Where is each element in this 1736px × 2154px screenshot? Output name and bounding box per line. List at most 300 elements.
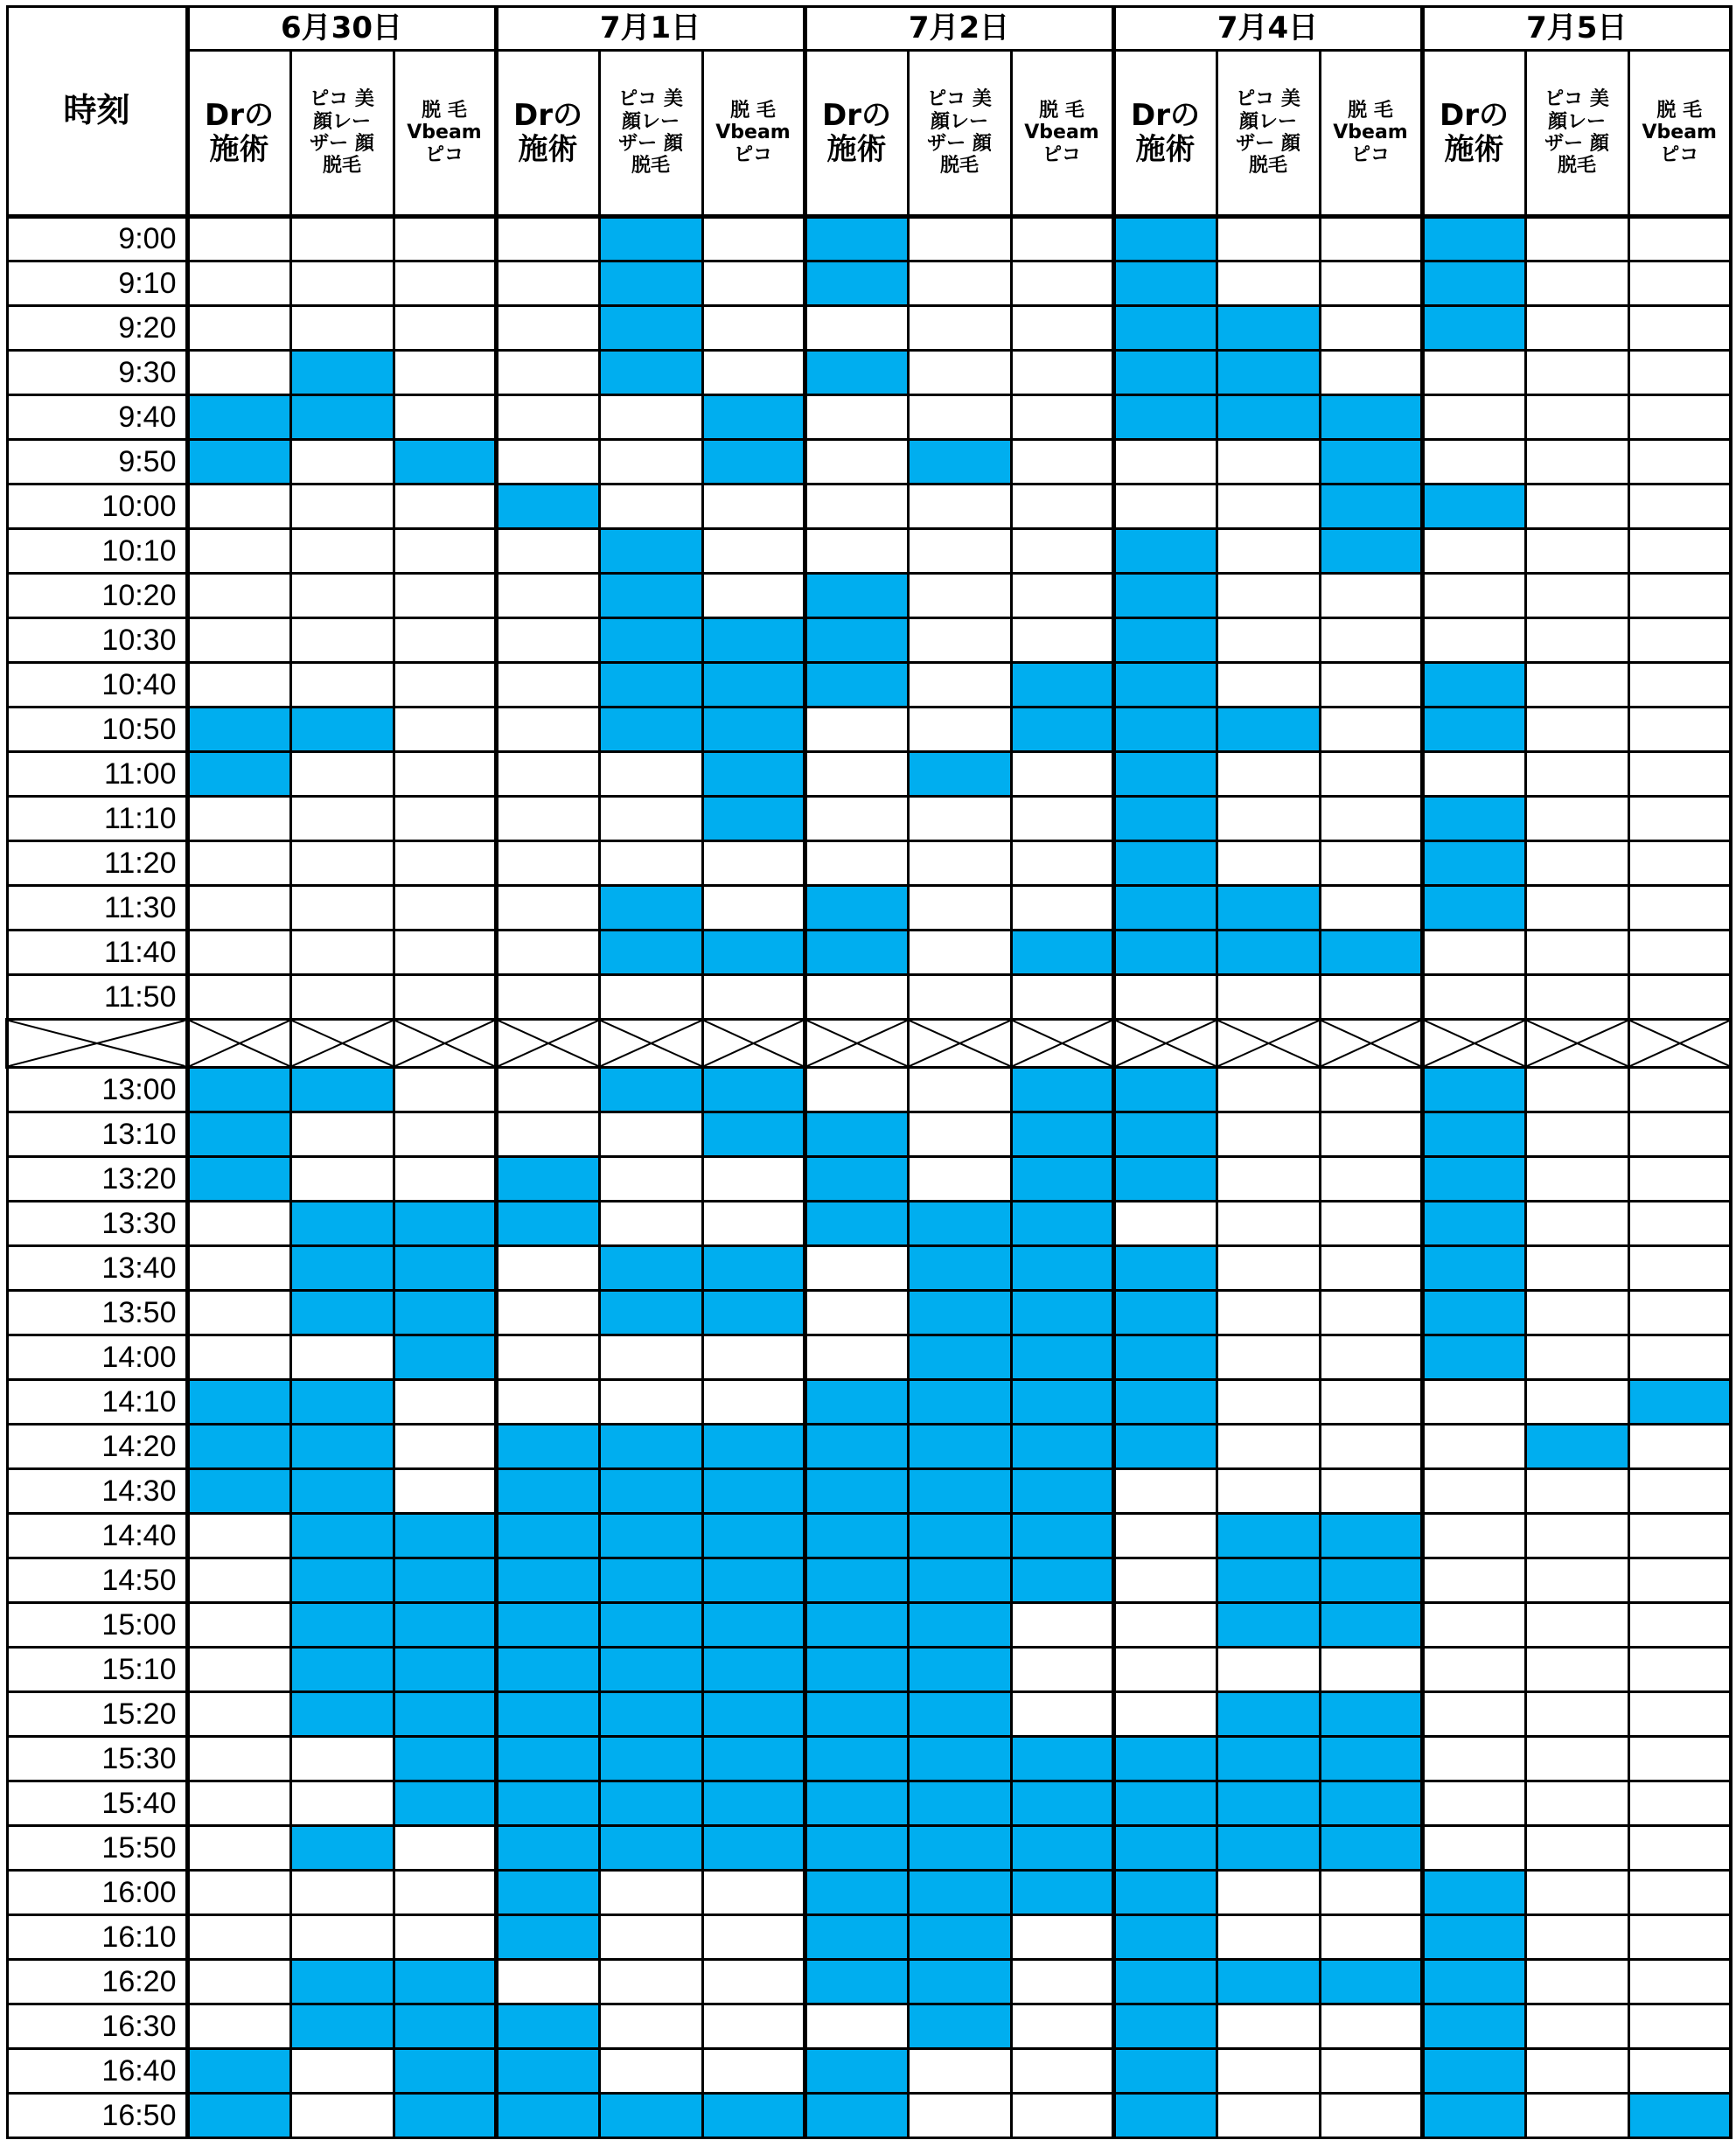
booked-slot[interactable] xyxy=(1217,1558,1320,1603)
booked-slot[interactable] xyxy=(1422,1246,1525,1291)
available-slot[interactable] xyxy=(187,841,290,886)
available-slot[interactable] xyxy=(702,1202,805,1246)
available-slot[interactable] xyxy=(702,2049,805,2094)
available-slot[interactable] xyxy=(1422,1648,1525,1692)
available-slot[interactable] xyxy=(1320,752,1422,797)
available-slot[interactable] xyxy=(1320,1648,1422,1692)
available-slot[interactable] xyxy=(394,797,496,841)
available-slot[interactable] xyxy=(394,217,496,261)
booked-slot[interactable] xyxy=(1011,1157,1113,1202)
available-slot[interactable] xyxy=(1011,574,1113,618)
booked-slot[interactable] xyxy=(702,1246,805,1291)
available-slot[interactable] xyxy=(496,752,599,797)
available-slot[interactable] xyxy=(187,1781,290,1826)
booked-slot[interactable] xyxy=(908,1737,1011,1781)
booked-slot[interactable] xyxy=(394,1737,496,1781)
booked-slot[interactable] xyxy=(599,217,702,261)
booked-slot[interactable] xyxy=(1113,1068,1217,1112)
booked-slot[interactable] xyxy=(805,2094,908,2138)
available-slot[interactable] xyxy=(1320,975,1422,1020)
booked-slot[interactable] xyxy=(1422,1112,1525,1157)
booked-slot[interactable] xyxy=(394,1692,496,1737)
booked-slot[interactable] xyxy=(290,1648,394,1692)
booked-slot[interactable] xyxy=(1422,261,1525,306)
booked-slot[interactable] xyxy=(290,1246,394,1291)
available-slot[interactable] xyxy=(496,1380,599,1425)
booked-slot[interactable] xyxy=(908,1781,1011,1826)
booked-slot[interactable] xyxy=(805,261,908,306)
booked-slot[interactable] xyxy=(496,2094,599,2138)
booked-slot[interactable] xyxy=(908,1915,1011,1960)
booked-slot[interactable] xyxy=(702,1112,805,1157)
available-slot[interactable] xyxy=(1525,1915,1628,1960)
available-slot[interactable] xyxy=(1217,484,1320,529)
booked-slot[interactable] xyxy=(496,1514,599,1558)
available-slot[interactable] xyxy=(1320,1915,1422,1960)
booked-slot[interactable] xyxy=(187,2049,290,2094)
available-slot[interactable] xyxy=(1217,1425,1320,1469)
booked-slot[interactable] xyxy=(1113,306,1217,351)
available-slot[interactable] xyxy=(908,618,1011,663)
booked-slot[interactable] xyxy=(1011,1826,1113,1871)
booked-slot[interactable] xyxy=(1217,1514,1320,1558)
available-slot[interactable] xyxy=(1422,529,1525,574)
available-slot[interactable] xyxy=(1217,2094,1320,2138)
available-slot[interactable] xyxy=(1628,1960,1731,2004)
available-slot[interactable] xyxy=(1628,1603,1731,1648)
available-slot[interactable] xyxy=(805,975,908,1020)
booked-slot[interactable] xyxy=(908,752,1011,797)
available-slot[interactable] xyxy=(1217,1871,1320,1915)
booked-slot[interactable] xyxy=(702,1291,805,1335)
available-slot[interactable] xyxy=(187,1692,290,1737)
booked-slot[interactable] xyxy=(1320,931,1422,975)
available-slot[interactable] xyxy=(394,261,496,306)
available-slot[interactable] xyxy=(1217,529,1320,574)
available-slot[interactable] xyxy=(1628,1246,1731,1291)
available-slot[interactable] xyxy=(805,841,908,886)
available-slot[interactable] xyxy=(805,395,908,440)
available-slot[interactable] xyxy=(1525,261,1628,306)
available-slot[interactable] xyxy=(1011,2004,1113,2049)
available-slot[interactable] xyxy=(187,1246,290,1291)
booked-slot[interactable] xyxy=(1113,1380,1217,1425)
booked-slot[interactable] xyxy=(702,395,805,440)
booked-slot[interactable] xyxy=(908,1558,1011,1603)
booked-slot[interactable] xyxy=(1320,440,1422,484)
booked-slot[interactable] xyxy=(187,1469,290,1514)
available-slot[interactable] xyxy=(1525,1826,1628,1871)
available-slot[interactable] xyxy=(908,797,1011,841)
booked-slot[interactable] xyxy=(496,1425,599,1469)
booked-slot[interactable] xyxy=(1217,708,1320,752)
booked-slot[interactable] xyxy=(908,1871,1011,1915)
available-slot[interactable] xyxy=(1217,797,1320,841)
available-slot[interactable] xyxy=(290,618,394,663)
available-slot[interactable] xyxy=(290,663,394,708)
available-slot[interactable] xyxy=(1628,395,1731,440)
available-slot[interactable] xyxy=(290,1737,394,1781)
booked-slot[interactable] xyxy=(702,1603,805,1648)
available-slot[interactable] xyxy=(599,440,702,484)
booked-slot[interactable] xyxy=(496,1692,599,1737)
available-slot[interactable] xyxy=(496,1068,599,1112)
available-slot[interactable] xyxy=(1525,1648,1628,1692)
available-slot[interactable] xyxy=(908,886,1011,931)
booked-slot[interactable] xyxy=(496,1648,599,1692)
booked-slot[interactable] xyxy=(702,663,805,708)
available-slot[interactable] xyxy=(1113,1202,1217,1246)
booked-slot[interactable] xyxy=(599,931,702,975)
booked-slot[interactable] xyxy=(1217,1603,1320,1648)
booked-slot[interactable] xyxy=(908,1246,1011,1291)
booked-slot[interactable] xyxy=(702,2094,805,2138)
available-slot[interactable] xyxy=(1422,1425,1525,1469)
booked-slot[interactable] xyxy=(599,574,702,618)
booked-slot[interactable] xyxy=(599,663,702,708)
booked-slot[interactable] xyxy=(1113,1960,1217,2004)
available-slot[interactable] xyxy=(702,484,805,529)
available-slot[interactable] xyxy=(1525,1202,1628,1246)
booked-slot[interactable] xyxy=(496,1202,599,1246)
available-slot[interactable] xyxy=(290,306,394,351)
booked-slot[interactable] xyxy=(1217,1826,1320,1871)
available-slot[interactable] xyxy=(1320,1068,1422,1112)
available-slot[interactable] xyxy=(1320,663,1422,708)
booked-slot[interactable] xyxy=(1011,1335,1113,1380)
booked-slot[interactable] xyxy=(394,1514,496,1558)
booked-slot[interactable] xyxy=(599,886,702,931)
available-slot[interactable] xyxy=(1628,1648,1731,1692)
available-slot[interactable] xyxy=(1011,841,1113,886)
available-slot[interactable] xyxy=(1628,663,1731,708)
booked-slot[interactable] xyxy=(908,1425,1011,1469)
available-slot[interactable] xyxy=(290,440,394,484)
booked-slot[interactable] xyxy=(1113,886,1217,931)
booked-slot[interactable] xyxy=(290,1960,394,2004)
booked-slot[interactable] xyxy=(1422,306,1525,351)
available-slot[interactable] xyxy=(1113,1603,1217,1648)
available-slot[interactable] xyxy=(908,1068,1011,1112)
booked-slot[interactable] xyxy=(1320,1826,1422,1871)
available-slot[interactable] xyxy=(1628,1068,1731,1112)
available-slot[interactable] xyxy=(187,1202,290,1246)
available-slot[interactable] xyxy=(805,1246,908,1291)
booked-slot[interactable] xyxy=(1320,1737,1422,1781)
available-slot[interactable] xyxy=(599,752,702,797)
booked-slot[interactable] xyxy=(187,1068,290,1112)
booked-slot[interactable] xyxy=(496,1826,599,1871)
booked-slot[interactable] xyxy=(1320,1558,1422,1603)
available-slot[interactable] xyxy=(394,975,496,1020)
available-slot[interactable] xyxy=(1011,351,1113,395)
available-slot[interactable] xyxy=(599,2049,702,2094)
booked-slot[interactable] xyxy=(1422,484,1525,529)
available-slot[interactable] xyxy=(908,1112,1011,1157)
booked-slot[interactable] xyxy=(394,1246,496,1291)
booked-slot[interactable] xyxy=(1217,1781,1320,1826)
booked-slot[interactable] xyxy=(702,1826,805,1871)
booked-slot[interactable] xyxy=(496,1157,599,1202)
available-slot[interactable] xyxy=(599,1335,702,1380)
available-slot[interactable] xyxy=(1525,574,1628,618)
available-slot[interactable] xyxy=(599,2004,702,2049)
booked-slot[interactable] xyxy=(1113,2094,1217,2138)
booked-slot[interactable] xyxy=(496,1558,599,1603)
available-slot[interactable] xyxy=(394,529,496,574)
booked-slot[interactable] xyxy=(1011,1425,1113,1469)
available-slot[interactable] xyxy=(1422,440,1525,484)
available-slot[interactable] xyxy=(1525,1291,1628,1335)
available-slot[interactable] xyxy=(1422,1692,1525,1737)
available-slot[interactable] xyxy=(1217,1648,1320,1692)
available-slot[interactable] xyxy=(1525,1380,1628,1425)
available-slot[interactable] xyxy=(1217,618,1320,663)
booked-slot[interactable] xyxy=(805,1514,908,1558)
available-slot[interactable] xyxy=(394,1425,496,1469)
available-slot[interactable] xyxy=(1217,574,1320,618)
available-slot[interactable] xyxy=(496,440,599,484)
booked-slot[interactable] xyxy=(290,351,394,395)
available-slot[interactable] xyxy=(805,752,908,797)
booked-slot[interactable] xyxy=(187,395,290,440)
available-slot[interactable] xyxy=(908,529,1011,574)
available-slot[interactable] xyxy=(1011,975,1113,1020)
available-slot[interactable] xyxy=(187,217,290,261)
available-slot[interactable] xyxy=(496,395,599,440)
available-slot[interactable] xyxy=(908,395,1011,440)
booked-slot[interactable] xyxy=(1113,931,1217,975)
available-slot[interactable] xyxy=(1011,395,1113,440)
available-slot[interactable] xyxy=(394,1068,496,1112)
available-slot[interactable] xyxy=(1320,1469,1422,1514)
booked-slot[interactable] xyxy=(1320,395,1422,440)
available-slot[interactable] xyxy=(1113,484,1217,529)
available-slot[interactable] xyxy=(805,440,908,484)
booked-slot[interactable] xyxy=(1320,1781,1422,1826)
available-slot[interactable] xyxy=(1422,1558,1525,1603)
available-slot[interactable] xyxy=(1011,306,1113,351)
booked-slot[interactable] xyxy=(702,618,805,663)
booked-slot[interactable] xyxy=(1217,931,1320,975)
booked-slot[interactable] xyxy=(394,2049,496,2094)
booked-slot[interactable] xyxy=(394,440,496,484)
available-slot[interactable] xyxy=(290,931,394,975)
available-slot[interactable] xyxy=(187,1960,290,2004)
available-slot[interactable] xyxy=(599,1202,702,1246)
available-slot[interactable] xyxy=(702,886,805,931)
available-slot[interactable] xyxy=(1217,1335,1320,1380)
available-slot[interactable] xyxy=(1628,529,1731,574)
booked-slot[interactable] xyxy=(496,1469,599,1514)
available-slot[interactable] xyxy=(702,1157,805,1202)
available-slot[interactable] xyxy=(599,1960,702,2004)
available-slot[interactable] xyxy=(187,2004,290,2049)
available-slot[interactable] xyxy=(599,797,702,841)
available-slot[interactable] xyxy=(187,1603,290,1648)
booked-slot[interactable] xyxy=(1113,2049,1217,2094)
booked-slot[interactable] xyxy=(1422,886,1525,931)
available-slot[interactable] xyxy=(496,708,599,752)
booked-slot[interactable] xyxy=(599,1737,702,1781)
available-slot[interactable] xyxy=(1525,1558,1628,1603)
available-slot[interactable] xyxy=(394,618,496,663)
booked-slot[interactable] xyxy=(805,1425,908,1469)
available-slot[interactable] xyxy=(496,931,599,975)
booked-slot[interactable] xyxy=(1011,1737,1113,1781)
available-slot[interactable] xyxy=(496,1112,599,1157)
available-slot[interactable] xyxy=(1217,1157,1320,1202)
booked-slot[interactable] xyxy=(1320,1603,1422,1648)
booked-slot[interactable] xyxy=(1217,306,1320,351)
available-slot[interactable] xyxy=(1320,306,1422,351)
available-slot[interactable] xyxy=(1525,1737,1628,1781)
available-slot[interactable] xyxy=(702,975,805,1020)
booked-slot[interactable] xyxy=(1422,1202,1525,1246)
available-slot[interactable] xyxy=(1628,975,1731,1020)
available-slot[interactable] xyxy=(805,708,908,752)
available-slot[interactable] xyxy=(1525,1246,1628,1291)
available-slot[interactable] xyxy=(908,574,1011,618)
booked-slot[interactable] xyxy=(599,529,702,574)
available-slot[interactable] xyxy=(1011,484,1113,529)
available-slot[interactable] xyxy=(394,484,496,529)
available-slot[interactable] xyxy=(702,841,805,886)
booked-slot[interactable] xyxy=(1217,395,1320,440)
booked-slot[interactable] xyxy=(805,1558,908,1603)
booked-slot[interactable] xyxy=(394,2094,496,2138)
available-slot[interactable] xyxy=(1422,1737,1525,1781)
booked-slot[interactable] xyxy=(702,1425,805,1469)
available-slot[interactable] xyxy=(1525,1692,1628,1737)
available-slot[interactable] xyxy=(1011,1648,1113,1692)
available-slot[interactable] xyxy=(1628,261,1731,306)
booked-slot[interactable] xyxy=(496,2004,599,2049)
booked-slot[interactable] xyxy=(805,1737,908,1781)
booked-slot[interactable] xyxy=(1525,1425,1628,1469)
booked-slot[interactable] xyxy=(290,1692,394,1737)
available-slot[interactable] xyxy=(702,2004,805,2049)
available-slot[interactable] xyxy=(599,1112,702,1157)
available-slot[interactable] xyxy=(290,261,394,306)
available-slot[interactable] xyxy=(599,1871,702,1915)
available-slot[interactable] xyxy=(1011,1692,1113,1737)
booked-slot[interactable] xyxy=(290,1068,394,1112)
booked-slot[interactable] xyxy=(702,1068,805,1112)
available-slot[interactable] xyxy=(1011,797,1113,841)
available-slot[interactable] xyxy=(908,306,1011,351)
available-slot[interactable] xyxy=(702,529,805,574)
booked-slot[interactable] xyxy=(599,1692,702,1737)
booked-slot[interactable] xyxy=(187,1112,290,1157)
available-slot[interactable] xyxy=(1525,1157,1628,1202)
booked-slot[interactable] xyxy=(805,663,908,708)
booked-slot[interactable] xyxy=(1011,1469,1113,1514)
available-slot[interactable] xyxy=(1320,797,1422,841)
booked-slot[interactable] xyxy=(599,1291,702,1335)
available-slot[interactable] xyxy=(1320,1380,1422,1425)
available-slot[interactable] xyxy=(1628,1112,1731,1157)
available-slot[interactable] xyxy=(805,797,908,841)
available-slot[interactable] xyxy=(1628,1157,1731,1202)
booked-slot[interactable] xyxy=(1217,1960,1320,2004)
available-slot[interactable] xyxy=(394,1915,496,1960)
available-slot[interactable] xyxy=(1525,529,1628,574)
available-slot[interactable] xyxy=(1628,1826,1731,1871)
available-slot[interactable] xyxy=(702,1871,805,1915)
available-slot[interactable] xyxy=(805,1291,908,1335)
booked-slot[interactable] xyxy=(1422,1335,1525,1380)
booked-slot[interactable] xyxy=(1422,2049,1525,2094)
booked-slot[interactable] xyxy=(1422,1871,1525,1915)
available-slot[interactable] xyxy=(187,663,290,708)
booked-slot[interactable] xyxy=(702,708,805,752)
booked-slot[interactable] xyxy=(908,1960,1011,2004)
booked-slot[interactable] xyxy=(805,1915,908,1960)
available-slot[interactable] xyxy=(187,484,290,529)
booked-slot[interactable] xyxy=(1011,931,1113,975)
booked-slot[interactable] xyxy=(599,351,702,395)
available-slot[interactable] xyxy=(496,351,599,395)
available-slot[interactable] xyxy=(394,752,496,797)
available-slot[interactable] xyxy=(702,217,805,261)
available-slot[interactable] xyxy=(1628,484,1731,529)
booked-slot[interactable] xyxy=(702,1514,805,1558)
available-slot[interactable] xyxy=(1525,351,1628,395)
available-slot[interactable] xyxy=(702,1915,805,1960)
booked-slot[interactable] xyxy=(1011,1514,1113,1558)
available-slot[interactable] xyxy=(1628,574,1731,618)
available-slot[interactable] xyxy=(1113,1648,1217,1692)
available-slot[interactable] xyxy=(1525,752,1628,797)
available-slot[interactable] xyxy=(908,351,1011,395)
available-slot[interactable] xyxy=(1628,2004,1731,2049)
available-slot[interactable] xyxy=(496,841,599,886)
booked-slot[interactable] xyxy=(908,1335,1011,1380)
available-slot[interactable] xyxy=(1525,797,1628,841)
booked-slot[interactable] xyxy=(290,1425,394,1469)
available-slot[interactable] xyxy=(1011,261,1113,306)
available-slot[interactable] xyxy=(290,1915,394,1960)
available-slot[interactable] xyxy=(1113,975,1217,1020)
booked-slot[interactable] xyxy=(805,574,908,618)
booked-slot[interactable] xyxy=(908,1603,1011,1648)
available-slot[interactable] xyxy=(1422,1603,1525,1648)
available-slot[interactable] xyxy=(908,663,1011,708)
available-slot[interactable] xyxy=(1525,663,1628,708)
booked-slot[interactable] xyxy=(496,1603,599,1648)
available-slot[interactable] xyxy=(1217,663,1320,708)
booked-slot[interactable] xyxy=(1113,1826,1217,1871)
available-slot[interactable] xyxy=(1628,217,1731,261)
booked-slot[interactable] xyxy=(599,1469,702,1514)
available-slot[interactable] xyxy=(1525,1781,1628,1826)
booked-slot[interactable] xyxy=(805,1871,908,1915)
booked-slot[interactable] xyxy=(702,797,805,841)
available-slot[interactable] xyxy=(1113,1514,1217,1558)
booked-slot[interactable] xyxy=(187,1425,290,1469)
booked-slot[interactable] xyxy=(805,1826,908,1871)
available-slot[interactable] xyxy=(599,1380,702,1425)
booked-slot[interactable] xyxy=(1113,708,1217,752)
available-slot[interactable] xyxy=(1113,440,1217,484)
available-slot[interactable] xyxy=(1217,1469,1320,1514)
booked-slot[interactable] xyxy=(1422,1291,1525,1335)
available-slot[interactable] xyxy=(1320,2094,1422,2138)
available-slot[interactable] xyxy=(1628,1335,1731,1380)
available-slot[interactable] xyxy=(702,261,805,306)
available-slot[interactable] xyxy=(1628,2049,1731,2094)
